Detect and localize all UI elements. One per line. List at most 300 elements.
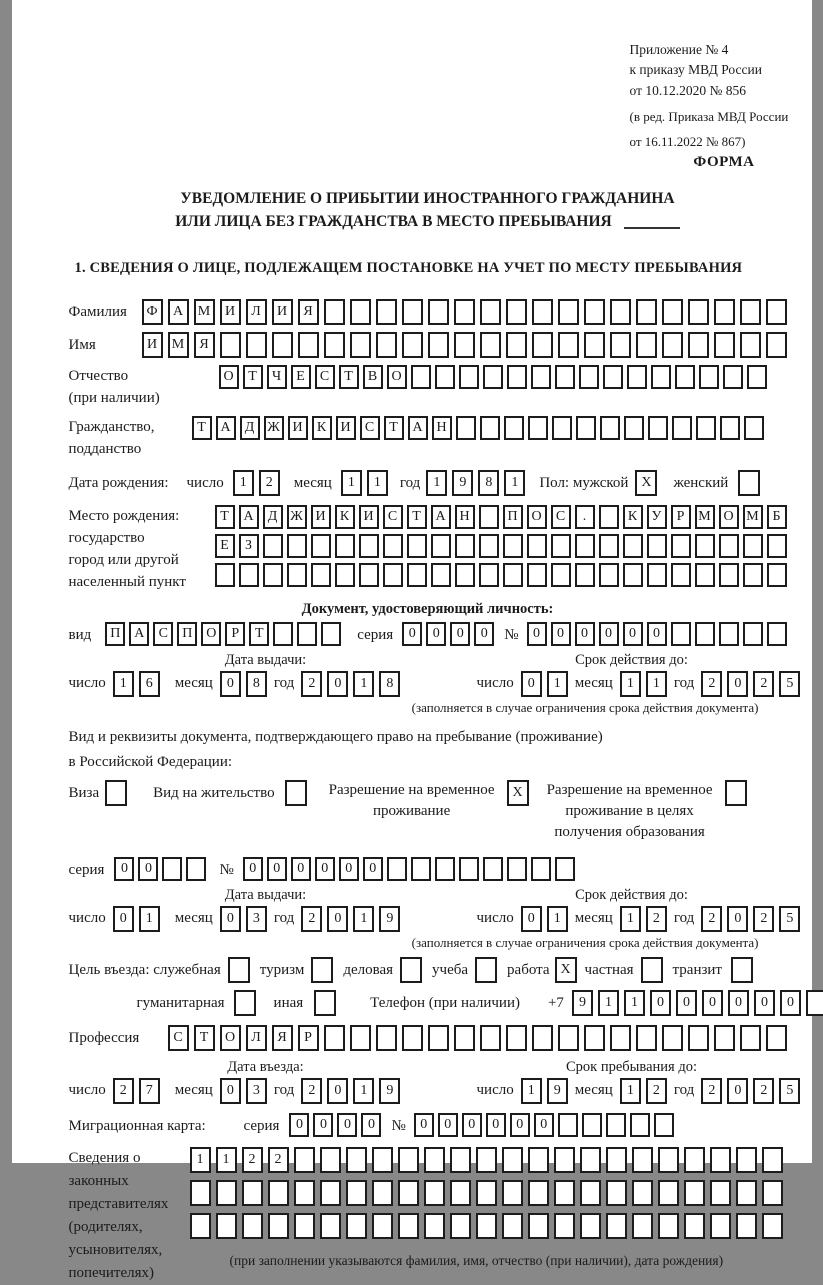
form-cell[interactable]: Ж (264, 416, 284, 440)
form-cell[interactable] (600, 416, 620, 440)
form-cell[interactable]: Р (671, 505, 691, 529)
form-cell[interactable] (372, 1180, 393, 1206)
form-cell[interactable] (346, 1213, 367, 1239)
form-cell[interactable]: 0 (414, 1113, 434, 1137)
form-cell[interactable] (671, 622, 691, 646)
form-cell[interactable] (479, 505, 499, 529)
form-cell[interactable]: 2 (301, 906, 322, 932)
form-cell[interactable]: А (431, 505, 451, 529)
form-cell[interactable] (424, 1213, 445, 1239)
form-cell[interactable] (731, 957, 753, 983)
form-cell[interactable] (610, 299, 631, 325)
form-cell[interactable] (555, 857, 575, 881)
form-cell[interactable]: Р (298, 1025, 319, 1051)
form-cell[interactable]: 2 (701, 1078, 722, 1104)
form-cell[interactable] (528, 1213, 549, 1239)
form-cell[interactable] (528, 416, 548, 440)
form-cell[interactable] (623, 534, 643, 558)
form-cell[interactable]: 0 (438, 1113, 458, 1137)
form-cell[interactable]: 1 (341, 470, 362, 496)
form-cell[interactable] (606, 1180, 627, 1206)
form-cell[interactable] (294, 1213, 315, 1239)
form-cell[interactable] (527, 563, 547, 587)
form-cell[interactable] (320, 1213, 341, 1239)
form-cell[interactable]: 0 (402, 622, 422, 646)
form-cell[interactable] (502, 1180, 523, 1206)
form-cell[interactable]: 0 (521, 906, 542, 932)
form-cell[interactable] (552, 416, 572, 440)
form-cell[interactable] (454, 332, 475, 358)
form-cell[interactable] (579, 365, 599, 389)
form-cell[interactable] (740, 1025, 761, 1051)
form-cell[interactable] (480, 1025, 501, 1051)
form-cell[interactable]: 2 (753, 671, 774, 697)
form-cell[interactable] (580, 1213, 601, 1239)
form-cell[interactable]: 1 (426, 470, 447, 496)
form-cell[interactable] (335, 534, 355, 558)
form-cell[interactable] (558, 1113, 578, 1137)
form-cell[interactable] (725, 780, 747, 806)
form-cell[interactable]: 5 (779, 671, 800, 697)
form-cell[interactable]: 0 (220, 671, 241, 697)
form-cell[interactable] (528, 1180, 549, 1206)
form-cell[interactable] (387, 857, 407, 881)
form-cell[interactable] (242, 1180, 263, 1206)
form-cell[interactable] (527, 534, 547, 558)
form-cell[interactable]: 9 (379, 906, 400, 932)
form-cell[interactable] (314, 990, 336, 1016)
form-cell[interactable]: 0 (339, 857, 359, 881)
form-cell[interactable] (662, 332, 683, 358)
form-cell[interactable]: 0 (313, 1113, 333, 1137)
form-cell[interactable]: С (551, 505, 571, 529)
form-cell[interactable] (648, 416, 668, 440)
form-cell[interactable]: О (719, 505, 739, 529)
form-cell[interactable]: П (105, 622, 125, 646)
form-cell[interactable] (610, 1025, 631, 1051)
form-cell[interactable]: 1 (504, 470, 525, 496)
form-cell[interactable] (623, 563, 643, 587)
form-cell[interactable] (641, 957, 663, 983)
form-cell[interactable] (324, 1025, 345, 1051)
form-cell[interactable] (324, 299, 345, 325)
form-cell[interactable]: И (336, 416, 356, 440)
form-cell[interactable] (647, 563, 667, 587)
form-cell[interactable] (695, 563, 715, 587)
form-cell[interactable] (671, 534, 691, 558)
form-cell[interactable] (610, 332, 631, 358)
form-cell[interactable] (651, 365, 671, 389)
form-cell[interactable]: 1 (620, 906, 641, 932)
form-cell[interactable] (671, 563, 691, 587)
form-cell[interactable] (658, 1180, 679, 1206)
form-cell[interactable] (228, 957, 250, 983)
form-cell[interactable] (372, 1213, 393, 1239)
form-cell[interactable] (400, 957, 422, 983)
form-cell[interactable]: 0 (327, 671, 348, 697)
form-cell[interactable]: 1 (547, 671, 568, 697)
form-cell[interactable] (507, 857, 527, 881)
form-cell[interactable] (234, 990, 256, 1016)
form-cell[interactable]: 0 (647, 622, 667, 646)
form-cell[interactable]: Е (215, 534, 235, 558)
form-cell[interactable] (376, 299, 397, 325)
form-cell[interactable] (695, 622, 715, 646)
form-cell[interactable] (632, 1180, 653, 1206)
form-cell[interactable] (376, 332, 397, 358)
form-cell[interactable] (636, 332, 657, 358)
form-cell[interactable] (584, 1025, 605, 1051)
form-cell[interactable] (627, 365, 647, 389)
form-cell[interactable] (475, 957, 497, 983)
form-cell[interactable] (402, 332, 423, 358)
form-cell[interactable] (450, 1180, 471, 1206)
form-cell[interactable] (506, 332, 527, 358)
form-cell[interactable]: 0 (754, 990, 775, 1016)
form-cell[interactable] (479, 534, 499, 558)
form-cell[interactable] (584, 332, 605, 358)
form-cell[interactable]: 1 (353, 906, 374, 932)
form-cell[interactable] (632, 1147, 653, 1173)
form-cell[interactable] (654, 1113, 674, 1137)
form-cell[interactable]: 0 (599, 622, 619, 646)
form-cell[interactable] (762, 1147, 783, 1173)
form-cell[interactable] (246, 332, 267, 358)
form-cell[interactable]: С (168, 1025, 189, 1051)
form-cell[interactable] (272, 332, 293, 358)
form-cell[interactable] (767, 622, 787, 646)
form-cell[interactable] (411, 365, 431, 389)
form-cell[interactable] (531, 857, 551, 881)
form-cell[interactable] (599, 563, 619, 587)
form-cell[interactable] (747, 365, 767, 389)
form-cell[interactable] (736, 1213, 757, 1239)
form-cell[interactable]: М (695, 505, 715, 529)
form-cell[interactable]: 0 (534, 1113, 554, 1137)
form-cell[interactable] (480, 299, 501, 325)
form-cell[interactable]: Д (240, 416, 260, 440)
form-cell[interactable]: И (272, 299, 293, 325)
form-cell[interactable]: 2 (301, 1078, 322, 1104)
form-cell[interactable] (531, 365, 551, 389)
form-cell[interactable]: И (359, 505, 379, 529)
form-cell[interactable] (580, 1147, 601, 1173)
form-cell[interactable]: 9 (379, 1078, 400, 1104)
form-cell[interactable]: М (194, 299, 215, 325)
form-cell[interactable]: Я (194, 332, 215, 358)
form-cell[interactable]: 1 (547, 906, 568, 932)
form-cell[interactable]: 2 (646, 1078, 667, 1104)
form-cell[interactable] (580, 1180, 601, 1206)
form-cell[interactable] (738, 470, 760, 496)
form-cell[interactable]: 1 (233, 470, 254, 496)
form-cell[interactable]: С (360, 416, 380, 440)
form-cell[interactable] (506, 299, 527, 325)
form-cell[interactable] (528, 1147, 549, 1173)
form-cell[interactable] (710, 1147, 731, 1173)
form-cell[interactable] (456, 416, 476, 440)
form-cell[interactable]: 2 (301, 671, 322, 697)
form-cell[interactable]: Н (432, 416, 452, 440)
form-cell[interactable] (504, 416, 524, 440)
form-cell[interactable] (606, 1147, 627, 1173)
form-cell[interactable] (376, 1025, 397, 1051)
form-cell[interactable] (684, 1147, 705, 1173)
form-cell[interactable]: 0 (291, 857, 311, 881)
form-cell[interactable]: 9 (547, 1078, 568, 1104)
form-cell[interactable]: О (527, 505, 547, 529)
form-cell[interactable]: 1 (216, 1147, 237, 1173)
form-cell[interactable]: 0 (728, 990, 749, 1016)
form-cell[interactable] (532, 1025, 553, 1051)
form-cell[interactable] (105, 780, 127, 806)
form-cell[interactable] (287, 534, 307, 558)
form-cell[interactable] (311, 957, 333, 983)
form-cell[interactable]: 0 (337, 1113, 357, 1137)
form-cell[interactable] (268, 1213, 289, 1239)
form-cell[interactable] (558, 1025, 579, 1051)
form-cell[interactable] (479, 563, 499, 587)
form-cell[interactable] (662, 1025, 683, 1051)
form-cell[interactable] (662, 299, 683, 325)
form-cell[interactable] (242, 1213, 263, 1239)
form-cell[interactable]: К (623, 505, 643, 529)
form-cell[interactable] (740, 332, 761, 358)
form-cell[interactable] (454, 299, 475, 325)
form-cell[interactable] (503, 534, 523, 558)
form-cell[interactable] (720, 416, 740, 440)
form-cell[interactable]: М (743, 505, 763, 529)
form-cell[interactable]: 0 (702, 990, 723, 1016)
form-cell[interactable] (502, 1213, 523, 1239)
form-cell[interactable] (190, 1213, 211, 1239)
form-cell[interactable]: 8 (379, 671, 400, 697)
form-cell[interactable]: О (219, 365, 239, 389)
form-cell[interactable]: И (220, 299, 241, 325)
form-cell[interactable] (636, 299, 657, 325)
form-cell[interactable]: Р (225, 622, 245, 646)
form-cell[interactable]: К (335, 505, 355, 529)
form-cell[interactable] (532, 332, 553, 358)
form-cell[interactable]: А (129, 622, 149, 646)
form-cell[interactable] (551, 534, 571, 558)
form-cell[interactable]: З (239, 534, 259, 558)
form-cell[interactable]: Ж (287, 505, 307, 529)
form-cell[interactable]: 0 (676, 990, 697, 1016)
form-cell[interactable] (324, 332, 345, 358)
form-cell[interactable]: 0 (551, 622, 571, 646)
form-cell[interactable] (762, 1213, 783, 1239)
form-cell[interactable] (215, 563, 235, 587)
form-cell[interactable] (350, 299, 371, 325)
form-cell[interactable] (273, 622, 293, 646)
form-cell[interactable]: Ч (267, 365, 287, 389)
form-cell[interactable] (321, 622, 341, 646)
form-cell[interactable]: 3 (246, 906, 267, 932)
form-cell[interactable] (402, 299, 423, 325)
form-cell[interactable]: С (153, 622, 173, 646)
form-cell[interactable] (606, 1113, 626, 1137)
form-cell[interactable]: Д (263, 505, 283, 529)
form-cell[interactable] (575, 534, 595, 558)
form-cell[interactable]: 0 (650, 990, 671, 1016)
form-cell[interactable] (294, 1147, 315, 1173)
form-cell[interactable] (584, 299, 605, 325)
form-cell[interactable] (532, 299, 553, 325)
form-cell[interactable] (220, 332, 241, 358)
form-cell[interactable] (424, 1147, 445, 1173)
form-cell[interactable] (480, 416, 500, 440)
form-cell[interactable] (450, 1213, 471, 1239)
form-cell[interactable] (658, 1213, 679, 1239)
form-cell[interactable]: 9 (452, 470, 473, 496)
form-cell[interactable]: Б (767, 505, 787, 529)
form-cell[interactable] (268, 1180, 289, 1206)
form-cell[interactable]: Н (455, 505, 475, 529)
form-cell[interactable] (551, 563, 571, 587)
form-cell[interactable] (502, 1147, 523, 1173)
form-cell[interactable] (766, 299, 787, 325)
form-cell[interactable] (398, 1147, 419, 1173)
form-cell[interactable] (359, 534, 379, 558)
form-cell[interactable]: 0 (138, 857, 158, 881)
form-cell[interactable]: Т (215, 505, 235, 529)
form-cell[interactable]: 1 (367, 470, 388, 496)
form-cell[interactable] (311, 534, 331, 558)
form-cell[interactable]: 0 (527, 622, 547, 646)
form-cell[interactable]: Т (249, 622, 269, 646)
form-cell[interactable]: О (201, 622, 221, 646)
form-cell[interactable] (647, 534, 667, 558)
form-cell[interactable] (714, 1025, 735, 1051)
form-cell[interactable] (428, 299, 449, 325)
form-cell[interactable] (239, 563, 259, 587)
form-cell[interactable]: А (239, 505, 259, 529)
form-cell[interactable]: Я (298, 299, 319, 325)
form-cell[interactable] (599, 534, 619, 558)
form-cell[interactable]: Е (291, 365, 311, 389)
form-cell[interactable]: 1 (190, 1147, 211, 1173)
form-cell[interactable]: 0 (510, 1113, 530, 1137)
form-cell[interactable] (455, 534, 475, 558)
form-cell[interactable]: 0 (327, 906, 348, 932)
form-cell[interactable]: 0 (361, 1113, 381, 1137)
form-cell[interactable]: 1 (139, 906, 160, 932)
form-cell[interactable]: 2 (701, 671, 722, 697)
form-cell[interactable]: Т (192, 416, 212, 440)
form-cell[interactable] (190, 1180, 211, 1206)
form-cell[interactable] (699, 365, 719, 389)
form-cell[interactable] (743, 563, 763, 587)
form-cell[interactable] (710, 1213, 731, 1239)
form-cell[interactable] (459, 857, 479, 881)
form-cell[interactable]: 0 (114, 857, 134, 881)
form-cell[interactable]: 0 (289, 1113, 309, 1137)
form-cell[interactable]: 0 (486, 1113, 506, 1137)
form-cell[interactable] (632, 1213, 653, 1239)
form-cell[interactable] (736, 1180, 757, 1206)
form-cell[interactable]: 0 (521, 671, 542, 697)
form-cell[interactable]: . (575, 505, 595, 529)
form-cell[interactable]: 7 (139, 1078, 160, 1104)
form-cell[interactable] (603, 365, 623, 389)
form-cell[interactable]: 5 (779, 906, 800, 932)
form-cell[interactable] (435, 365, 455, 389)
form-cell[interactable] (766, 1025, 787, 1051)
form-cell[interactable]: И (288, 416, 308, 440)
form-cell[interactable]: X (635, 470, 657, 496)
form-cell[interactable] (350, 332, 371, 358)
form-cell[interactable] (554, 1213, 575, 1239)
form-cell[interactable]: 8 (478, 470, 499, 496)
form-cell[interactable] (398, 1213, 419, 1239)
form-cell[interactable]: И (311, 505, 331, 529)
form-cell[interactable] (298, 332, 319, 358)
form-cell[interactable] (454, 1025, 475, 1051)
form-cell[interactable] (383, 534, 403, 558)
form-cell[interactable] (554, 1180, 575, 1206)
form-cell[interactable] (335, 563, 355, 587)
form-cell[interactable] (630, 1113, 650, 1137)
form-cell[interactable]: 0 (727, 671, 748, 697)
form-cell[interactable] (483, 857, 503, 881)
form-cell[interactable] (719, 622, 739, 646)
form-cell[interactable]: 2 (701, 906, 722, 932)
form-cell[interactable]: 1 (521, 1078, 542, 1104)
form-cell[interactable]: П (503, 505, 523, 529)
form-cell[interactable] (743, 534, 763, 558)
form-cell[interactable]: 1 (113, 671, 134, 697)
form-cell[interactable]: 1 (353, 1078, 374, 1104)
form-cell[interactable]: Л (246, 1025, 267, 1051)
form-cell[interactable] (688, 299, 709, 325)
form-cell[interactable] (407, 563, 427, 587)
form-cell[interactable] (507, 365, 527, 389)
form-cell[interactable] (285, 780, 307, 806)
form-cell[interactable] (506, 1025, 527, 1051)
form-cell[interactable]: 0 (575, 622, 595, 646)
form-cell[interactable]: 0 (327, 1078, 348, 1104)
form-cell[interactable] (675, 365, 695, 389)
form-cell[interactable]: 1 (620, 1078, 641, 1104)
form-cell[interactable]: К (312, 416, 332, 440)
form-cell[interactable]: Т (243, 365, 263, 389)
form-cell[interactable] (672, 416, 692, 440)
form-cell[interactable] (684, 1213, 705, 1239)
form-cell[interactable]: 0 (220, 906, 241, 932)
form-cell[interactable]: 5 (779, 1078, 800, 1104)
form-cell[interactable] (431, 563, 451, 587)
form-cell[interactable]: 6 (139, 671, 160, 697)
form-cell[interactable] (407, 534, 427, 558)
form-cell[interactable] (350, 1025, 371, 1051)
form-cell[interactable]: О (387, 365, 407, 389)
form-cell[interactable]: 1 (646, 671, 667, 697)
form-cell[interactable]: 0 (727, 906, 748, 932)
form-cell[interactable]: 0 (267, 857, 287, 881)
form-cell[interactable] (216, 1213, 237, 1239)
form-cell[interactable] (744, 416, 764, 440)
form-cell[interactable] (624, 416, 644, 440)
form-cell[interactable]: О (220, 1025, 241, 1051)
form-cell[interactable] (582, 1113, 602, 1137)
form-cell[interactable] (576, 416, 596, 440)
form-cell[interactable] (186, 857, 206, 881)
form-cell[interactable] (766, 332, 787, 358)
form-cell[interactable] (767, 534, 787, 558)
form-cell[interactable] (684, 1180, 705, 1206)
form-cell[interactable] (606, 1213, 627, 1239)
